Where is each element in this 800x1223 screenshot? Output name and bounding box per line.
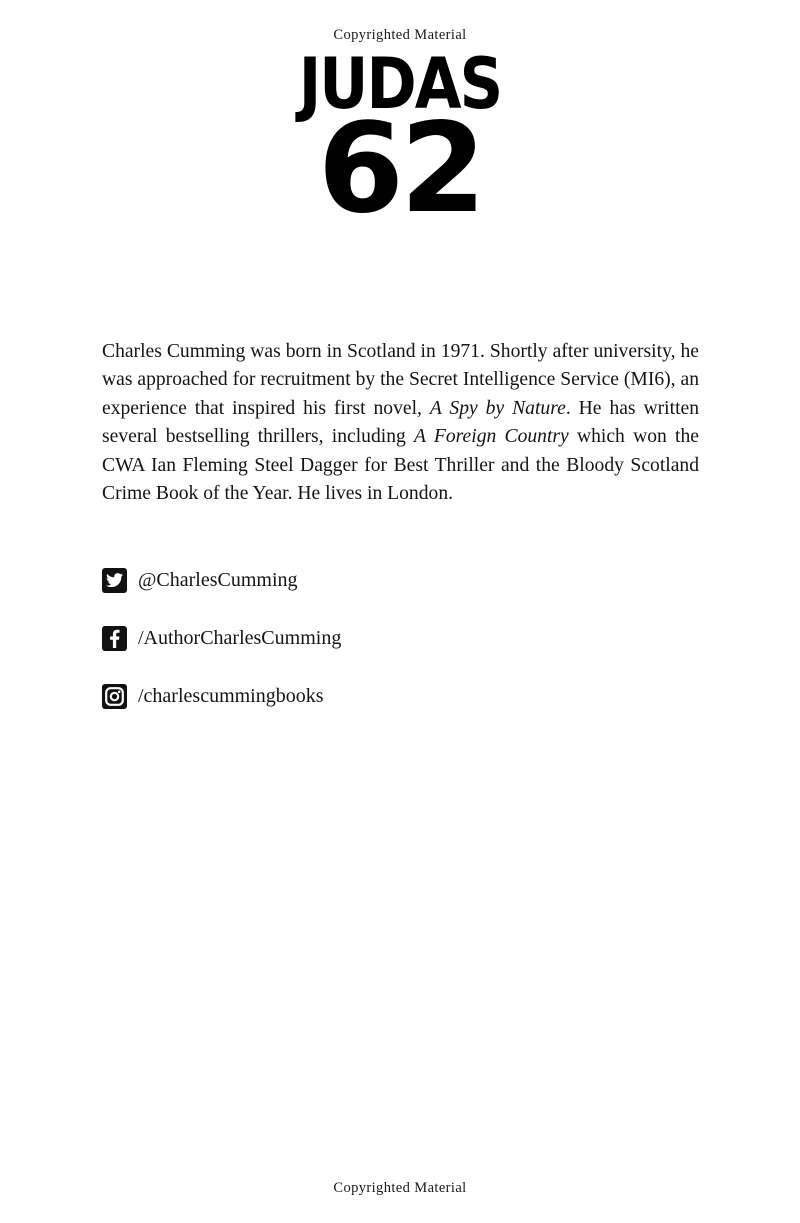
book-title-line-2: 62 [317, 97, 483, 242]
copyright-notice-top: Copyrighted Material [333, 27, 467, 43]
social-handle-facebook: /AuthorCharlesCumming [138, 627, 342, 649]
social-handle-twitter: @CharlesCumming [138, 569, 298, 591]
facebook-icon [102, 626, 127, 651]
book-title-line-1: JUDAS [298, 43, 502, 125]
book-title-a-spy-by-nature: A Spy by Nature [429, 397, 566, 419]
social-link-facebook[interactable] [102, 618, 702, 658]
author-bio: Charles Cumming was born in Scotland in 1971. Shortly after university, he was approached for recruitment by the Secret Intelligence Service (MI6), an experience that inspired his first novel, A Spy by Nature. He has written several bestselling thrillers, including A Foreign Country which won the CWA Ian Fleming Steel Dagger for Best Thriller and the Bloody Scotland Crime Book of the Year. He lives in London. [102, 341, 700, 505]
social-link-instagram[interactable] [102, 676, 702, 716]
social-links [102, 560, 702, 734]
social-link-twitter[interactable] [102, 560, 702, 600]
book-title [0, 43, 800, 242]
twitter-icon [102, 568, 127, 593]
book-title-a-foreign-country: A Foreign Country [414, 426, 569, 448]
copyright-notice-bottom: Copyrighted Material [333, 1180, 467, 1196]
instagram-icon [102, 684, 127, 709]
social-handle-instagram: /charlescummingbooks [138, 685, 324, 707]
